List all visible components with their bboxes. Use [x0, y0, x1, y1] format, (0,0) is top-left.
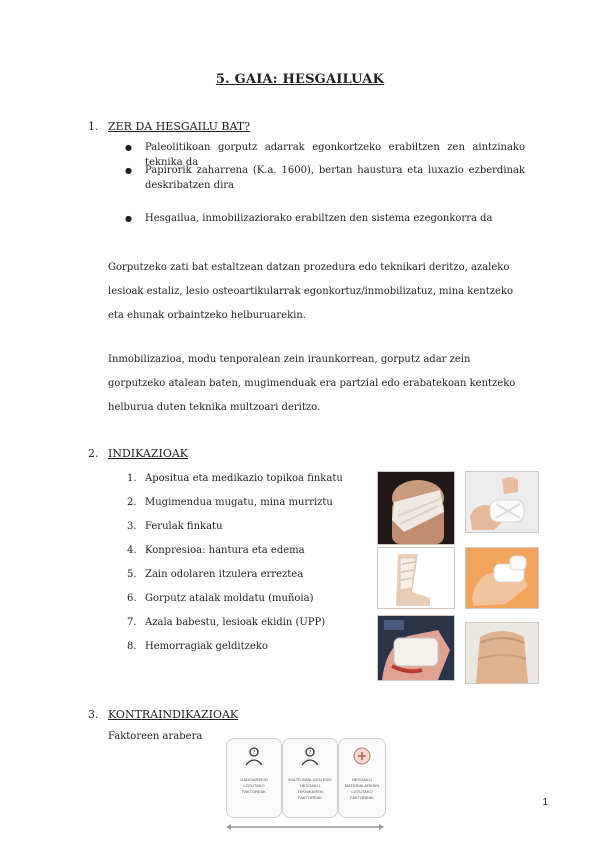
factors-intro: Faktoreen arabera	[108, 731, 203, 742]
leg-bandage-photo	[377, 547, 455, 609]
page-title: 5. GAIA: HESGAILUAK	[215, 72, 385, 87]
bullet-item: ● Papirorik zaharrena (K.a. 1600), bertan haustura eta luxazio ezberdinak deskribatzen dira	[145, 163, 525, 193]
section-number: 2.	[88, 447, 99, 460]
section-title: INDIKAZIOAK	[108, 447, 189, 460]
hand-bandage-photo	[465, 471, 539, 533]
patient-icon	[243, 745, 265, 767]
factor-card: ? KALTE AHAL DEN EDO HESGAILU TEKNIKAREN FAKTOREAK	[282, 738, 338, 818]
factors-arrow	[226, 815, 384, 821]
shoulder-bandage-photo	[377, 471, 455, 545]
factor-card: HESGAILU MATERIALAREKIN LOTUTAKO FAKTOREAK	[338, 738, 386, 818]
wound-bandage-photo	[377, 615, 455, 681]
section-number: 3.	[88, 708, 99, 721]
stump-bandage-photo	[465, 622, 539, 684]
section-1-heading	[88, 120, 388, 136]
finger-bandage-photo	[465, 547, 539, 609]
svg-text:?: ?	[252, 750, 256, 756]
section-title: KONTRAINDIKAZIOAK	[108, 708, 239, 721]
section-3-heading	[88, 708, 388, 724]
definition-paragraph: Gorputzeko zati bat estaltzean datzan prozedura edo teknikari deritzo, azaleko lesioak estaliz, lesio osteoartikularrak egonkortuz/inmobilizatuz, mina kentzeko eta ehunak orbaintzeko helburuarekin.	[108, 262, 514, 321]
section-title: ZER DA HESGAILU BAT?	[108, 120, 251, 133]
technique-icon	[299, 745, 321, 767]
factor-card: ? GAIXOAREKIN LOTUTAKO FAKTOREAK	[226, 738, 282, 818]
immobilization-paragraph: Inmobilizazioa, modu tenporalean zein iraunkorrean, gorputz adar zein gorputzeko atalean baten, mugimenduak era partzial edo erabatekoan kentzeko helburua duten teknika multzoari deritzo.	[108, 354, 516, 413]
page-number: 1	[542, 797, 548, 808]
bullet-item: ● Hesgailua, inmobilizaziorako erabiltzen den sistema ezegonkorra da	[145, 211, 525, 226]
section-number: 1.	[88, 120, 99, 133]
material-icon	[351, 745, 373, 767]
section-2-heading	[88, 447, 388, 463]
bullet-item: ● Paleolitikoan gorputz adarrak egonkortzeko erabiltzen zen aintzinako teknika da	[145, 140, 525, 170]
svg-text:?: ?	[308, 750, 312, 756]
